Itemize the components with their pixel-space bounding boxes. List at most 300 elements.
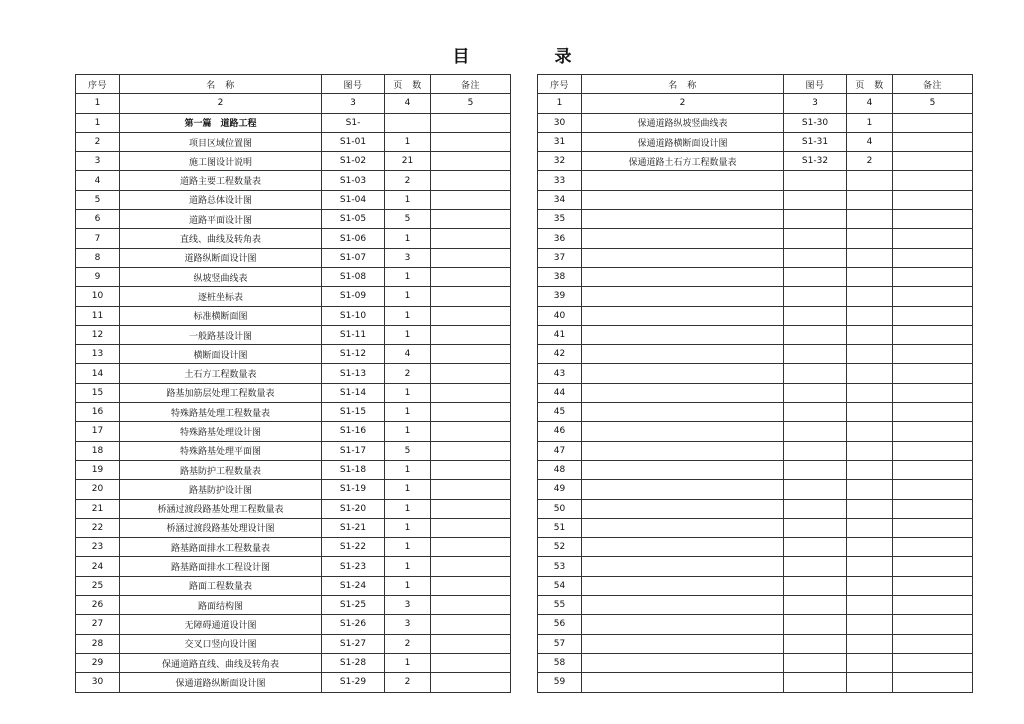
table-row	[76, 422, 511, 441]
table-row	[538, 364, 973, 383]
row-name: 土石方工程数量表	[120, 364, 322, 383]
header-drawing-no: 图号	[784, 75, 847, 94]
row-seq: 33	[538, 171, 582, 190]
row-name	[582, 634, 784, 653]
row-seq: 29	[76, 653, 120, 672]
row-drawing-no	[784, 287, 847, 306]
row-drawing-no: S1-26	[322, 615, 385, 634]
row-remark	[431, 325, 511, 344]
row-drawing-no: S1-19	[322, 480, 385, 499]
column-number: 3	[322, 94, 385, 113]
row-pages: 2	[847, 152, 893, 171]
table-row	[538, 480, 973, 499]
row-drawing-no	[784, 190, 847, 209]
table-row	[538, 383, 973, 402]
row-pages: 1	[385, 460, 431, 479]
table-row	[538, 499, 973, 518]
row-pages: 1	[385, 132, 431, 151]
row-name: 道路总体设计图	[120, 190, 322, 209]
row-name	[582, 248, 784, 267]
row-remark	[893, 345, 973, 364]
row-seq: 39	[538, 287, 582, 306]
table-row	[76, 383, 511, 402]
row-pages: 1	[385, 538, 431, 557]
row-pages	[847, 325, 893, 344]
table-row	[538, 248, 973, 267]
row-drawing-no	[784, 325, 847, 344]
row-remark	[431, 287, 511, 306]
row-remark	[893, 673, 973, 692]
row-drawing-no: S1-15	[322, 403, 385, 422]
row-pages	[847, 518, 893, 537]
row-drawing-no	[784, 306, 847, 325]
row-seq: 34	[538, 190, 582, 209]
column-number-row	[76, 94, 511, 113]
row-name	[582, 287, 784, 306]
row-drawing-no	[784, 673, 847, 692]
row-seq: 26	[76, 596, 120, 615]
row-name	[582, 229, 784, 248]
row-name: 施工图设计说明	[120, 152, 322, 171]
table-row	[76, 229, 511, 248]
row-name: 保通道路纵坡竖曲线表	[582, 113, 784, 132]
row-drawing-no	[784, 499, 847, 518]
toc-table-right	[537, 74, 973, 693]
row-seq: 47	[538, 441, 582, 460]
row-seq: 52	[538, 538, 582, 557]
row-remark	[893, 132, 973, 151]
row-seq: 22	[76, 518, 120, 537]
row-seq: 31	[538, 132, 582, 151]
row-remark	[431, 518, 511, 537]
row-drawing-no	[784, 267, 847, 286]
row-remark	[893, 383, 973, 402]
row-seq: 21	[76, 499, 120, 518]
table-row	[538, 576, 973, 595]
row-pages: 1	[385, 287, 431, 306]
row-name	[582, 267, 784, 286]
row-seq: 4	[76, 171, 120, 190]
row-pages	[847, 499, 893, 518]
row-pages: 1	[385, 518, 431, 537]
row-drawing-no: S1-21	[322, 518, 385, 537]
row-drawing-no: S1-07	[322, 248, 385, 267]
row-drawing-no	[784, 653, 847, 672]
row-drawing-no: S1-10	[322, 306, 385, 325]
row-drawing-no: S1-08	[322, 267, 385, 286]
header-remark: 备注	[893, 75, 973, 94]
row-pages	[847, 538, 893, 557]
row-remark	[431, 653, 511, 672]
row-name: 桥涵过渡段路基处理设计图	[120, 518, 322, 537]
row-name	[582, 403, 784, 422]
row-drawing-no	[784, 229, 847, 248]
row-name	[582, 171, 784, 190]
row-name	[582, 441, 784, 460]
row-remark	[431, 364, 511, 383]
row-drawing-no	[784, 364, 847, 383]
row-remark	[431, 634, 511, 653]
row-name	[582, 653, 784, 672]
row-seq: 48	[538, 460, 582, 479]
header-pages: 页 数	[847, 75, 893, 94]
row-name: 桥涵过渡段路基处理工程数量表	[120, 499, 322, 518]
row-pages: 1	[385, 325, 431, 344]
row-pages	[847, 287, 893, 306]
row-seq: 16	[76, 403, 120, 422]
row-name: 道路纵断面设计图	[120, 248, 322, 267]
row-name: 保通道路直线、曲线及转角表	[120, 653, 322, 672]
row-name: 道路平面设计图	[120, 210, 322, 229]
row-drawing-no: S1-16	[322, 422, 385, 441]
row-remark	[431, 460, 511, 479]
toc-table-left	[75, 74, 511, 693]
row-seq: 45	[538, 403, 582, 422]
row-remark	[431, 306, 511, 325]
table-row	[76, 345, 511, 364]
row-seq: 49	[538, 480, 582, 499]
table-row	[76, 364, 511, 383]
row-remark	[431, 132, 511, 151]
row-name: 直线、曲线及转角表	[120, 229, 322, 248]
column-number: 1	[538, 94, 582, 113]
row-remark	[431, 383, 511, 402]
table-row	[76, 576, 511, 595]
table-row	[76, 480, 511, 499]
table-row	[538, 171, 973, 190]
column-number: 5	[893, 94, 973, 113]
row-name: 特殊路基处理平面图	[120, 441, 322, 460]
row-remark	[431, 248, 511, 267]
row-remark	[431, 422, 511, 441]
table-row	[538, 653, 973, 672]
row-seq: 30	[76, 673, 120, 692]
row-name	[582, 557, 784, 576]
row-drawing-no: S1-23	[322, 557, 385, 576]
table-row	[538, 345, 973, 364]
row-remark	[431, 557, 511, 576]
row-pages: 1	[385, 653, 431, 672]
row-pages: 1	[385, 480, 431, 499]
table-row	[538, 557, 973, 576]
row-seq: 42	[538, 345, 582, 364]
row-remark	[893, 229, 973, 248]
row-remark	[431, 190, 511, 209]
row-remark	[431, 538, 511, 557]
column-number: 2	[120, 94, 322, 113]
row-seq: 53	[538, 557, 582, 576]
row-pages	[847, 171, 893, 190]
row-seq: 9	[76, 267, 120, 286]
table-row	[76, 460, 511, 479]
table-row	[538, 634, 973, 653]
row-seq: 50	[538, 499, 582, 518]
header-name: 名 称	[120, 75, 322, 94]
table-row	[538, 538, 973, 557]
row-pages	[847, 480, 893, 499]
row-seq: 28	[76, 634, 120, 653]
row-remark	[893, 576, 973, 595]
table-row	[76, 634, 511, 653]
row-remark	[431, 229, 511, 248]
row-pages: 4	[385, 345, 431, 364]
row-pages: 1	[385, 576, 431, 595]
row-name	[582, 538, 784, 557]
column-number: 1	[76, 94, 120, 113]
row-name	[582, 190, 784, 209]
row-seq: 58	[538, 653, 582, 672]
row-seq: 6	[76, 210, 120, 229]
row-remark	[893, 287, 973, 306]
row-name: 交叉口竖向设计图	[120, 634, 322, 653]
row-seq: 54	[538, 576, 582, 595]
table-row	[538, 596, 973, 615]
row-pages: 1	[385, 190, 431, 209]
row-pages: 1	[385, 499, 431, 518]
row-remark	[431, 441, 511, 460]
row-name: 横断面设计图	[120, 345, 322, 364]
table-row	[76, 557, 511, 576]
row-remark	[893, 364, 973, 383]
row-pages: 3	[385, 615, 431, 634]
row-pages: 1	[385, 403, 431, 422]
row-remark	[893, 422, 973, 441]
row-name: 路基防护工程数量表	[120, 460, 322, 479]
row-name	[582, 596, 784, 615]
row-remark	[893, 518, 973, 537]
row-pages	[385, 113, 431, 132]
row-pages	[847, 441, 893, 460]
header-seq: 序号	[538, 75, 582, 94]
row-remark	[431, 152, 511, 171]
row-drawing-no: S1-02	[322, 152, 385, 171]
page-title: 目 录	[452, 47, 606, 67]
row-drawing-no: S1-18	[322, 460, 385, 479]
row-drawing-no	[784, 403, 847, 422]
row-pages: 2	[385, 673, 431, 692]
table-row	[76, 499, 511, 518]
row-drawing-no	[784, 538, 847, 557]
row-seq: 40	[538, 306, 582, 325]
table-row	[538, 113, 973, 132]
table-row	[538, 152, 973, 171]
row-name	[582, 615, 784, 634]
row-pages: 1	[385, 267, 431, 286]
row-seq: 37	[538, 248, 582, 267]
row-pages	[847, 345, 893, 364]
row-seq: 14	[76, 364, 120, 383]
row-name: 保通道路土石方工程数量表	[582, 152, 784, 171]
row-seq: 23	[76, 538, 120, 557]
row-remark	[893, 480, 973, 499]
table-row	[538, 229, 973, 248]
row-drawing-no: S1-03	[322, 171, 385, 190]
row-name	[582, 422, 784, 441]
row-remark	[893, 190, 973, 209]
toc-table-left-body	[76, 75, 511, 693]
row-drawing-no: S1-	[322, 113, 385, 132]
row-name: 特殊路基处理工程数量表	[120, 403, 322, 422]
row-seq: 11	[76, 306, 120, 325]
row-drawing-no: S1-22	[322, 538, 385, 557]
row-name	[582, 210, 784, 229]
table-row	[76, 325, 511, 344]
row-pages	[847, 190, 893, 209]
row-drawing-no: S1-27	[322, 634, 385, 653]
row-pages	[847, 422, 893, 441]
row-drawing-no	[784, 441, 847, 460]
row-seq: 8	[76, 248, 120, 267]
row-remark	[431, 596, 511, 615]
row-drawing-no: S1-01	[322, 132, 385, 151]
column-number: 4	[847, 94, 893, 113]
row-seq: 20	[76, 480, 120, 499]
row-pages: 3	[385, 248, 431, 267]
row-seq: 30	[538, 113, 582, 132]
row-drawing-no: S1-09	[322, 287, 385, 306]
row-drawing-no: S1-30	[784, 113, 847, 132]
row-pages	[847, 364, 893, 383]
row-seq: 19	[76, 460, 120, 479]
table-row	[538, 615, 973, 634]
row-drawing-no	[784, 345, 847, 364]
row-seq: 17	[76, 422, 120, 441]
row-name: 道路主要工程数量表	[120, 171, 322, 190]
row-drawing-no: S1-32	[784, 152, 847, 171]
row-pages: 1	[385, 557, 431, 576]
row-drawing-no	[784, 557, 847, 576]
row-seq: 36	[538, 229, 582, 248]
row-drawing-no	[784, 576, 847, 595]
row-name	[582, 673, 784, 692]
row-drawing-no	[784, 615, 847, 634]
row-name: 无障碍通道设计图	[120, 615, 322, 634]
table-row	[538, 325, 973, 344]
row-name: 标准横断面图	[120, 306, 322, 325]
row-seq: 51	[538, 518, 582, 537]
row-drawing-no: S1-20	[322, 499, 385, 518]
table-row	[76, 113, 511, 132]
header-remark: 备注	[431, 75, 511, 94]
row-name	[582, 499, 784, 518]
row-name	[582, 518, 784, 537]
row-drawing-no: S1-28	[322, 653, 385, 672]
row-drawing-no	[784, 634, 847, 653]
row-pages	[847, 557, 893, 576]
table-row	[76, 190, 511, 209]
row-pages: 3	[385, 596, 431, 615]
row-seq: 25	[76, 576, 120, 595]
row-pages: 1	[385, 383, 431, 402]
row-drawing-no	[784, 518, 847, 537]
row-pages	[847, 596, 893, 615]
table-row	[538, 190, 973, 209]
row-remark	[431, 403, 511, 422]
row-drawing-no: S1-31	[784, 132, 847, 151]
row-pages: 5	[385, 210, 431, 229]
row-remark	[893, 460, 973, 479]
table-row	[76, 673, 511, 692]
row-name	[582, 345, 784, 364]
row-remark	[893, 171, 973, 190]
row-pages	[847, 673, 893, 692]
table-row	[76, 152, 511, 171]
row-pages	[847, 267, 893, 286]
table-row	[538, 441, 973, 460]
row-name: 路基路面排水工程数量表	[120, 538, 322, 557]
column-number: 2	[582, 94, 784, 113]
row-drawing-no: S1-04	[322, 190, 385, 209]
row-pages	[847, 653, 893, 672]
row-seq: 10	[76, 287, 120, 306]
row-pages: 1	[385, 306, 431, 325]
row-seq: 27	[76, 615, 120, 634]
header-pages: 页 数	[385, 75, 431, 94]
row-pages	[847, 460, 893, 479]
row-remark	[431, 113, 511, 132]
row-remark	[893, 306, 973, 325]
table-row	[76, 538, 511, 557]
row-drawing-no: S1-29	[322, 673, 385, 692]
header-seq: 序号	[76, 75, 120, 94]
row-drawing-no	[784, 480, 847, 499]
row-pages: 21	[385, 152, 431, 171]
row-seq: 57	[538, 634, 582, 653]
row-pages: 5	[385, 441, 431, 460]
row-remark	[893, 441, 973, 460]
row-remark	[431, 499, 511, 518]
row-name: 路面结构图	[120, 596, 322, 615]
row-remark	[431, 171, 511, 190]
row-remark	[431, 673, 511, 692]
row-drawing-no: S1-14	[322, 383, 385, 402]
row-seq: 46	[538, 422, 582, 441]
table-row	[76, 248, 511, 267]
table-row	[538, 267, 973, 286]
row-seq: 2	[76, 132, 120, 151]
row-remark	[893, 557, 973, 576]
row-remark	[431, 480, 511, 499]
row-drawing-no: S1-24	[322, 576, 385, 595]
row-drawing-no	[784, 460, 847, 479]
row-seq: 38	[538, 267, 582, 286]
table-row	[76, 267, 511, 286]
table-row	[76, 596, 511, 615]
row-name	[582, 383, 784, 402]
row-remark	[893, 267, 973, 286]
row-name: 项目区域位置图	[120, 132, 322, 151]
header-drawing-no: 图号	[322, 75, 385, 94]
row-drawing-no: S1-25	[322, 596, 385, 615]
row-remark	[893, 113, 973, 132]
row-pages: 2	[385, 634, 431, 653]
row-remark	[431, 345, 511, 364]
row-drawing-no	[784, 248, 847, 267]
column-number: 5	[431, 94, 511, 113]
table-row	[538, 460, 973, 479]
row-remark	[893, 325, 973, 344]
table-row	[76, 441, 511, 460]
row-name: 路面工程数量表	[120, 576, 322, 595]
table-row	[538, 422, 973, 441]
row-seq: 35	[538, 210, 582, 229]
row-drawing-no	[784, 422, 847, 441]
row-pages	[847, 576, 893, 595]
row-remark	[893, 152, 973, 171]
row-drawing-no: S1-17	[322, 441, 385, 460]
row-pages: 2	[385, 364, 431, 383]
row-pages	[847, 306, 893, 325]
